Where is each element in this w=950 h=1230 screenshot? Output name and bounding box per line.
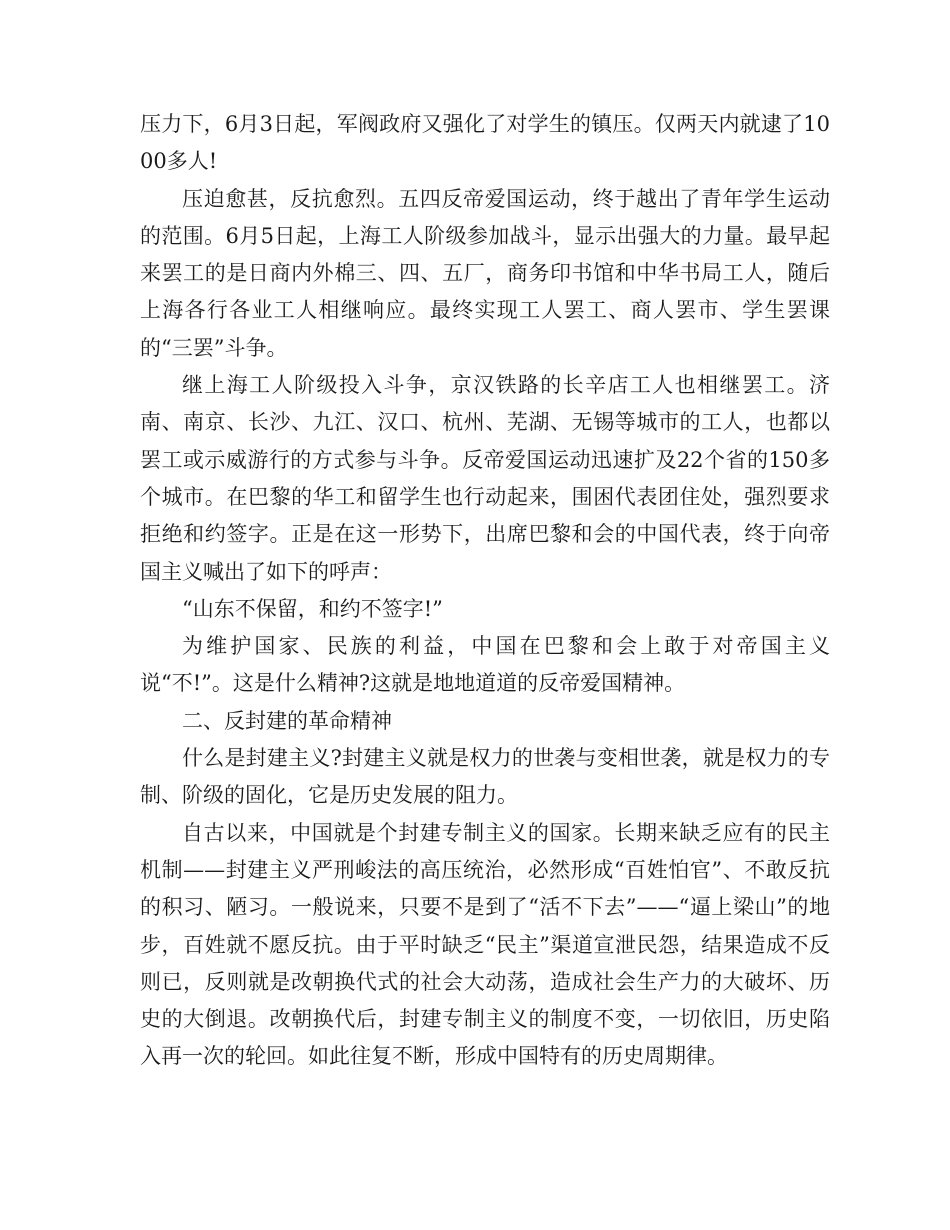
paragraph-5: 为维护国家、民族的利益，中国在巴黎和会上敢于对帝国主义说“不!”。这是什么精神?这就是地地道道的反帝爱国精神。 [140, 634, 830, 696]
document-body [140, 106, 830, 1076]
paragraph-2: 压迫愈甚，反抗愈烈。五四反帝爱国运动，终于越出了青年学生运动的范围。6月5日起，上海工人阶级参加战斗，显示出强大的力量。最早起来罢工的是日商内外棉三、四、五厂，商务印书馆和中华书局工人，随后上海各行各业工人相继响应。最终实现工人罢工、商人罢市、学生罢课的“三罢”斗争。 [140, 186, 830, 360]
paragraph-7: 什么是封建主义?封建主义就是权力的世袭与变相世袭，就是权力的专制、阶级的固化，它是历史发展的阻力。 [140, 746, 830, 808]
quote-paragraph: “山东不保留，和约不签字!” [182, 596, 443, 621]
paragraph-3: 继上海工人阶级投入斗争，京汉铁路的长辛店工人也相继罢工。济南、南京、长沙、九江、汉口、杭州、芜湖、无锡等城市的工人，也都以罢工或示威游行的方式参与斗争。反帝爱国运动迅速扩及22个省的150多个城市。在巴黎的华工和留学生也行动起来，围困代表团住处，强烈要求拒绝和约签字。正是在这一形势下，出席巴黎和会的中国代表，终于向帝国主义喊出了如下的呼声： [140, 373, 830, 584]
section-heading: 二、反封建的革命精神 [182, 708, 392, 733]
paragraph-8: 自古以来，中国就是个封建专制主义的国家。长期来缺乏应有的民主机制——封建主义严刑峻法的高压统治，必然形成“百姓怕官”、不敢反抗的积习、陋习。一般说来，只要不是到了“活不下去”——“逼上梁山”的地步，百姓就不愿反抗。由于平时缺乏“民主”渠道宣泄民怨，结果造成不反则已，反则就是改朝换代式的社会大动荡，造成社会生产力的大破坏、历史的大倒退。改朝换代后，封建专制主义的制度不变，一切依旧，历史陷入再一次的轮回。如此往复不断，形成中国特有的历史周期律。 [140, 820, 830, 1069]
paragraph-1: 压力下，6月3日起，军阀政府又强化了对学生的镇压。仅两天内就逮了1000多人! [140, 112, 830, 174]
